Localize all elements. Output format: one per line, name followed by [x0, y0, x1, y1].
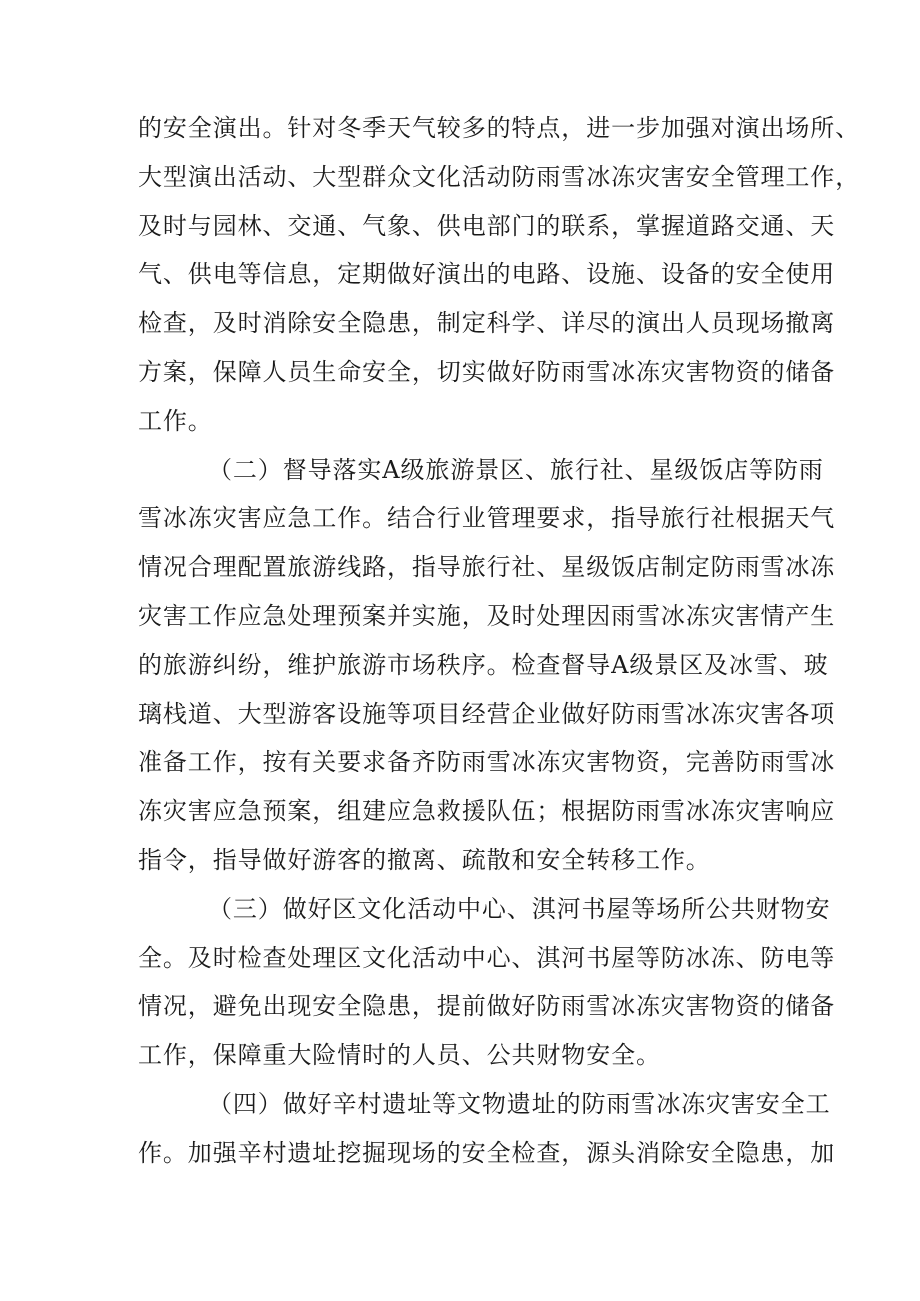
- body-text-line: 璃栈道、大型游客设施等项目经营企业做好防雨雪冰冻灾害各项: [138, 699, 836, 728]
- body-text-line: 灾害工作应急处理预案并实施，及时处理因雨雪冰冻灾害情产生: [138, 601, 836, 630]
- body-text-line: 作。加强辛村遗址挖掘现场的安全检查，源头消除安全隐患，加: [138, 1138, 836, 1167]
- body-text-line: 准备工作，按有关要求备齐防雨雪冰冻灾害物资，完善防雨雪冰: [138, 748, 836, 777]
- body-text-line: 气、供电等信息，定期做好演出的电路、设施、设备的安全使用: [138, 260, 836, 289]
- body-text-line: 方案，保障人员生命安全，切实做好防雨雪冰冻灾害物资的储备: [138, 357, 836, 386]
- body-text-line: 工作，保障重大险情时的人员、公共财物安全。: [138, 1041, 661, 1070]
- paragraph-heading-line: （二）督导落实A级旅游景区、旅行社、星级饭店等防雨: [208, 455, 824, 484]
- paragraph-heading-line: （三）做好区文化活动中心、淇河书屋等场所公共财物安: [208, 894, 831, 923]
- body-text-line: 及时与园林、交通、气象、供电部门的联系，掌握道路交通、天: [138, 211, 836, 240]
- document-body: [138, 104, 861, 1178]
- body-text-line: 检查，及时消除安全隐患，制定科学、详尽的演出人员现场撤离: [138, 309, 836, 338]
- body-text-line: 指令，指导做好游客的撤离、疏散和安全转移工作。: [138, 845, 711, 874]
- body-text-line: 大型演出活动、大型群众文化活动防雨雪冰冻灾害安全管理工作，: [138, 162, 861, 191]
- body-text-line: 的安全演出。针对冬季天气较多的特点，进一步加强对演出场所、: [138, 114, 861, 142]
- body-text-line: 全。及时检查处理区文化活动中心、淇河书屋等防冰冻、防电等: [138, 943, 836, 972]
- paragraph-heading-line: （四）做好辛村遗址等文物遗址的防雨雪冰冻灾害安全工: [208, 1089, 831, 1118]
- body-text-line: 雪冰冻灾害应急工作。结合行业管理要求，指导旅行社根据天气: [138, 504, 836, 533]
- body-text-line: 情况，避免出现安全隐患，提前做好防雨雪冰冻灾害物资的储备: [138, 992, 836, 1021]
- body-text-line: 的旅游纠纷，维护旅游市场秩序。检查督导A级景区及冰雪、玻: [138, 650, 829, 679]
- body-text-line: 情况合理配置旅游线路，指导旅行社、星级饭店制定防雨雪冰冻: [138, 553, 836, 582]
- body-text-line: 冻灾害应急预案，组建应急救援队伍；根据防雨雪冰冻灾害响应: [138, 797, 836, 826]
- body-text-line: 工作。: [138, 406, 213, 435]
